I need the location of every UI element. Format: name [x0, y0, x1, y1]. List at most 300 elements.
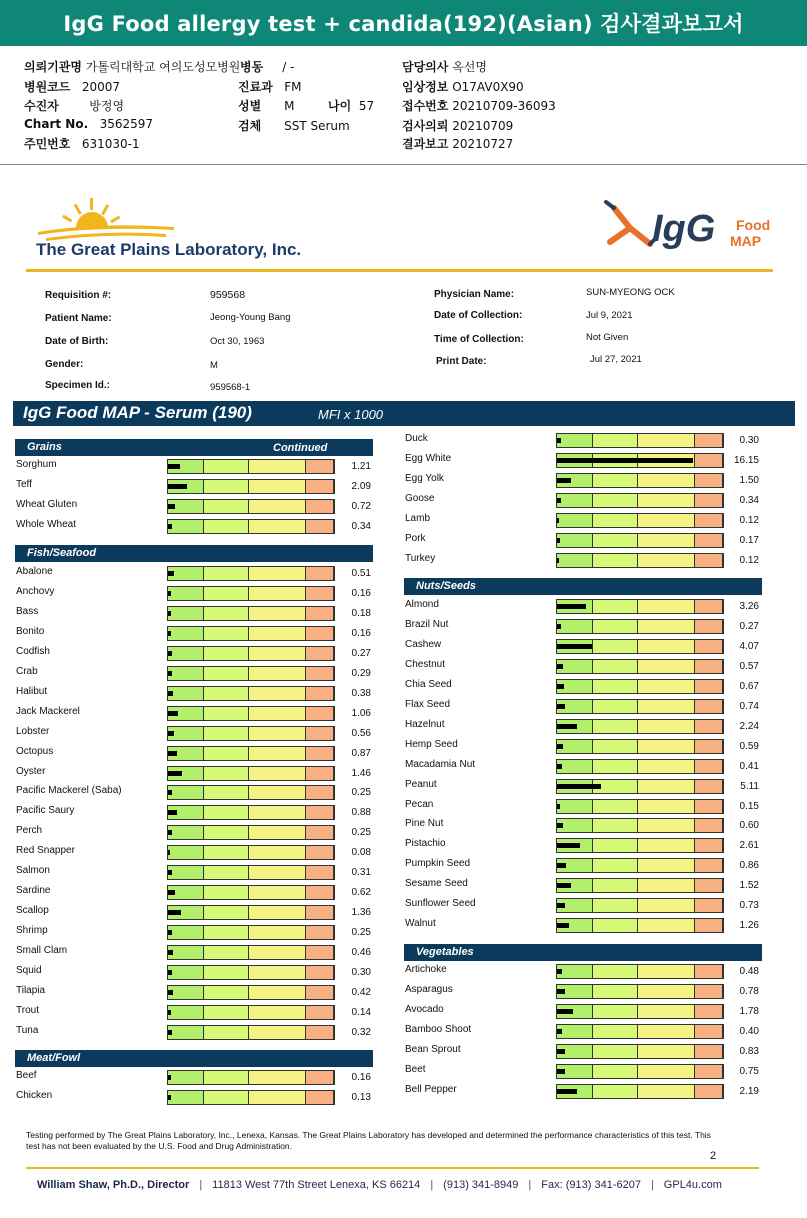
bar-zone-s3	[249, 747, 306, 760]
result-row-tilapia	[16, 983, 380, 1003]
field-institution: 의뢰기관명 가톨릭대학교 여의도성모병원	[24, 60, 241, 74]
bar-zone-s3	[249, 826, 306, 839]
food-name: Brazil Nut	[405, 618, 449, 630]
result-row-salmon	[16, 863, 380, 883]
bar-zone-s1	[557, 434, 593, 447]
result-fill	[168, 591, 171, 596]
result-row-cashew	[405, 637, 768, 657]
bar-zone-s2	[204, 986, 249, 999]
bar-zone-s3	[638, 600, 695, 613]
result-row-pine-nut	[405, 816, 768, 836]
bar-zone-s3	[249, 500, 306, 513]
result-bar	[556, 473, 724, 488]
result-row-sunflower-seed	[405, 896, 768, 916]
bar-zone-s2	[593, 919, 638, 932]
bar-zone-s1	[168, 926, 204, 939]
bar-zone-s3	[249, 520, 306, 533]
food-name: Chestnut	[405, 658, 446, 670]
result-value: 0.74	[739, 700, 759, 712]
result-value: 1.26	[739, 920, 759, 932]
bar-zone-s2	[204, 567, 249, 580]
bar-zone-s3	[638, 780, 695, 793]
food-name: Cashew	[405, 638, 442, 650]
result-value: 0.29	[351, 667, 371, 679]
food-name: Hazelnut	[405, 718, 445, 730]
bar-zone-s2	[593, 1065, 638, 1078]
result-row-asparagus	[405, 982, 768, 1002]
bar-zone-s2	[204, 647, 249, 660]
food-name: Almond	[405, 599, 439, 610]
result-value: 0.42	[351, 986, 371, 998]
bar-zone-s4	[306, 1006, 334, 1019]
result-row-beet	[405, 1062, 768, 1082]
food-name: Pacific Mackerel (Saba)	[16, 785, 122, 797]
result-fill	[557, 1069, 565, 1074]
bar-zone-s3	[638, 1005, 695, 1018]
bar-zone-s2	[204, 906, 249, 919]
food-name: Bean Sprout	[405, 1043, 461, 1055]
bar-zone-s3	[249, 1026, 306, 1039]
result-row-pacific-mackerel-saba	[16, 783, 380, 803]
food-name: Anchovy	[16, 585, 55, 597]
food-name: Egg Yolk	[405, 472, 444, 484]
result-fill	[168, 671, 172, 676]
result-value: 0.34	[739, 494, 759, 506]
result-value: 0.88	[351, 807, 371, 819]
footer-director: William Shaw, Ph.D., Director	[37, 1179, 190, 1191]
result-fill	[168, 504, 175, 509]
bar-zone-s3	[249, 647, 306, 660]
bar-zone-s2	[593, 740, 638, 753]
result-fill	[557, 558, 559, 563]
result-row-bean-sprout	[405, 1042, 768, 1062]
result-value: 0.16	[351, 587, 371, 599]
bar-zone-s2	[593, 434, 638, 447]
bar-zone-s1	[168, 986, 204, 999]
section-header-grains	[15, 439, 373, 456]
result-bar	[167, 1025, 335, 1040]
field-clinical-info: 임상정보 O17AV0X90	[402, 80, 524, 94]
page-number: 2	[710, 1150, 717, 1162]
footer-gold-line	[26, 1167, 759, 1169]
bar-zone-s2	[204, 1091, 249, 1104]
bar-zone-s3	[638, 1085, 695, 1098]
field-patient: 수진자 방정영	[24, 99, 125, 113]
result-value: 1.36	[351, 907, 371, 919]
field-accession-no: 접수번호 20210709-36093	[402, 99, 556, 113]
result-fill	[557, 764, 562, 769]
result-row-sesame-seed	[405, 876, 768, 896]
bar-zone-s4	[306, 866, 334, 879]
result-value: 0.67	[739, 680, 759, 692]
result-fill	[168, 910, 181, 915]
bar-zone-s4	[306, 647, 334, 660]
bar-zone-s1	[168, 520, 204, 533]
result-row-bonito	[16, 624, 380, 644]
dob-value: Oct 30, 1963	[210, 336, 265, 347]
food-name: Bell Pepper	[405, 1083, 457, 1095]
bar-zone-s2	[593, 879, 638, 892]
food-name: Duck	[405, 433, 428, 444]
result-bar	[167, 845, 335, 860]
result-row-octopus	[16, 744, 380, 764]
bar-zone-s4	[306, 826, 334, 839]
result-row-chia-seed	[405, 677, 768, 697]
result-bar	[556, 984, 724, 999]
result-fill	[557, 664, 563, 669]
bar-zone-s4	[306, 1071, 334, 1084]
bar-zone-s3	[638, 879, 695, 892]
result-fill	[557, 823, 563, 828]
result-fill	[557, 704, 565, 709]
bar-zone-s2	[204, 846, 249, 859]
result-fill	[557, 843, 580, 848]
bar-zone-s2	[593, 640, 638, 653]
bar-zone-s3	[249, 966, 306, 979]
bar-zone-s3	[638, 720, 695, 733]
result-fill	[168, 631, 171, 636]
bar-zone-s2	[204, 707, 249, 720]
bar-zone-s3	[249, 886, 306, 899]
food-name: Sorghum	[16, 459, 57, 470]
bar-zone-s3	[638, 700, 695, 713]
bar-zone-s2	[204, 460, 249, 473]
result-value: 0.15	[739, 800, 759, 812]
food-name: Oyster	[16, 765, 46, 777]
bar-zone-s3	[249, 667, 306, 680]
result-value: 0.30	[739, 435, 759, 446]
food-name: Peanut	[405, 778, 437, 790]
bar-zone-s3	[249, 1091, 306, 1104]
result-row-beef	[16, 1068, 380, 1088]
result-value: 0.51	[351, 568, 371, 579]
gender-value: M	[210, 360, 218, 371]
bar-zone-s1	[168, 1026, 204, 1039]
physician-value: SUN-MYEONG OCK	[586, 287, 675, 298]
result-row-scallop	[16, 903, 380, 923]
bar-zone-s1	[168, 966, 204, 979]
result-fill	[557, 1009, 573, 1014]
footer-web[interactable]: GPL4u.com	[663, 1179, 722, 1191]
section-title: Vegetables	[416, 946, 474, 958]
report-title: IgG Food allergy test + candida(192)(Asian) 검사결과보고서	[0, 0, 807, 46]
result-row-bell-pepper	[405, 1082, 768, 1102]
footer-fax: Fax: (913) 341-6207	[541, 1179, 641, 1191]
bar-zone-s2	[593, 1085, 638, 1098]
food-name: Crab	[16, 665, 38, 677]
result-row-small-clam	[16, 943, 380, 963]
result-bar	[167, 726, 335, 741]
result-value: 0.59	[739, 740, 759, 752]
bar-zone-s4	[306, 627, 334, 640]
panel-title-bar	[13, 401, 795, 426]
food-name: Small Clam	[16, 945, 68, 957]
field-specimen: 검체 SST Serum	[238, 119, 350, 133]
food-name: Goose	[405, 492, 435, 504]
bar-zone-s3	[249, 946, 306, 959]
result-fill	[557, 863, 566, 868]
result-fill	[557, 923, 569, 928]
result-value: 0.60	[739, 820, 759, 832]
result-fill	[168, 1075, 171, 1080]
bar-zone-s1	[168, 826, 204, 839]
bar-zone-s3	[249, 607, 306, 620]
collection-date-label: Date of Collection:	[434, 310, 523, 321]
bar-zone-s2	[593, 474, 638, 487]
bar-zone-s4	[306, 966, 334, 979]
result-bar	[167, 686, 335, 701]
bar-zone-s2	[204, 886, 249, 899]
bar-zone-s4	[306, 567, 334, 580]
sun-logo-icon	[36, 196, 176, 242]
result-bar	[167, 985, 335, 1000]
result-value: 5.11	[740, 780, 759, 792]
result-row-artichoke	[405, 962, 768, 982]
bar-zone-s3	[638, 534, 695, 547]
result-value: 0.41	[739, 760, 759, 772]
result-row-perch	[16, 823, 380, 843]
bar-zone-s3	[638, 760, 695, 773]
food-name: Asparagus	[405, 983, 453, 995]
header-divider	[0, 164, 807, 165]
bar-zone-s2	[593, 899, 638, 912]
bar-zone-s1	[168, 627, 204, 640]
result-fill	[168, 1010, 171, 1015]
result-bar	[556, 619, 724, 634]
result-bar	[167, 479, 335, 494]
result-value: 0.25	[351, 787, 371, 799]
result-value: 2.19	[739, 1085, 759, 1097]
bar-zone-s4	[306, 727, 334, 740]
bar-zone-s3	[638, 985, 695, 998]
result-value: 0.87	[351, 747, 371, 759]
food-name: Whole Wheat	[16, 518, 77, 530]
bar-zone-s3	[638, 919, 695, 932]
result-fill	[557, 724, 577, 729]
result-value: 0.73	[739, 900, 759, 912]
bar-zone-s3	[638, 839, 695, 852]
result-value: 0.12	[739, 554, 759, 566]
result-bar	[167, 586, 335, 601]
patient-name-label: Patient Name:	[45, 313, 112, 324]
result-bar	[556, 858, 724, 873]
bar-zone-s2	[204, 926, 249, 939]
bar-zone-s1	[557, 800, 593, 813]
result-fill	[557, 1029, 562, 1034]
food-name: Sesame Seed	[405, 878, 468, 890]
bar-zone-s3	[249, 727, 306, 740]
requisition-value: 959568	[210, 289, 246, 301]
result-fill	[168, 810, 177, 815]
bar-zone-s4	[306, 747, 334, 760]
result-bar	[167, 805, 335, 820]
result-row-goose	[405, 491, 768, 511]
result-fill	[557, 784, 601, 789]
result-value: 1.06	[351, 707, 371, 719]
result-row-abalone	[16, 564, 380, 584]
igg-logo-text: IgG	[652, 208, 716, 250]
result-bar	[556, 818, 724, 833]
result-bar	[167, 1090, 335, 1105]
result-row-pork	[405, 531, 768, 551]
specimen-id-value: 959568-1	[210, 382, 251, 393]
bar-zone-s4	[306, 806, 334, 819]
result-fill	[557, 804, 560, 809]
food-name: Artichoke	[405, 964, 447, 975]
antibody-icon	[600, 198, 660, 250]
result-value: 0.25	[351, 927, 371, 939]
result-fill	[168, 1095, 171, 1100]
food-name: Chicken	[16, 1089, 53, 1101]
result-bar	[167, 925, 335, 940]
result-value: 0.72	[351, 500, 371, 512]
result-row-trout	[16, 1003, 380, 1023]
section-header-fish-seafood	[15, 545, 373, 562]
result-row-egg-white	[405, 451, 768, 471]
result-fill	[168, 751, 177, 756]
bar-zone-s3	[638, 1045, 695, 1058]
result-bar	[167, 626, 335, 641]
food-name: Tuna	[16, 1024, 39, 1036]
food-name: Lamb	[405, 512, 431, 524]
bar-zone-s2	[204, 806, 249, 819]
result-fill	[168, 771, 182, 776]
bar-zone-s2	[593, 1025, 638, 1038]
result-row-peanut	[405, 777, 768, 797]
food-name: Turkey	[405, 552, 436, 564]
bar-zone-s2	[204, 747, 249, 760]
section-header-vegetables	[404, 944, 762, 961]
bar-zone-s3	[638, 680, 695, 693]
section-title: Meat/Fowl	[27, 1052, 81, 1064]
result-value: 0.27	[351, 647, 371, 659]
bar-zone-s1	[557, 534, 593, 547]
result-row-red-snapper	[16, 843, 380, 863]
result-value: 0.83	[739, 1045, 759, 1057]
bar-zone-s1	[557, 514, 593, 527]
bar-zone-s3	[638, 859, 695, 872]
result-row-avocado	[405, 1002, 768, 1022]
result-bar	[556, 639, 724, 654]
field-report-date: 결과보고 20210727	[402, 137, 514, 151]
result-value: 0.57	[739, 660, 759, 672]
result-bar	[556, 1064, 724, 1079]
result-value: 0.14	[351, 1006, 371, 1018]
result-bar	[167, 746, 335, 761]
gender-label: Gender:	[45, 359, 84, 370]
logo-map: MAP	[730, 233, 762, 249]
food-name: Lobster	[16, 725, 50, 737]
result-row-oyster	[16, 764, 380, 784]
panel-unit: MFI x 1000	[318, 407, 384, 422]
result-row-sardine	[16, 883, 380, 903]
food-name: Beef	[16, 1070, 37, 1081]
bar-zone-s4	[306, 587, 334, 600]
food-name: Bamboo Shoot	[405, 1023, 472, 1035]
bar-zone-s2	[593, 1005, 638, 1018]
food-name: Octopus	[16, 745, 54, 757]
result-bar	[556, 553, 724, 568]
result-row-flax-seed	[405, 697, 768, 717]
result-bar	[556, 433, 724, 448]
result-row-tuna	[16, 1023, 380, 1043]
result-fill	[557, 458, 693, 463]
result-fill	[168, 524, 172, 529]
bar-zone-s3	[249, 687, 306, 700]
result-value: 0.31	[351, 867, 371, 879]
bar-zone-s2	[593, 760, 638, 773]
bar-zone-s1	[168, 1071, 204, 1084]
result-fill	[168, 611, 171, 616]
result-row-anchovy	[16, 584, 380, 604]
bar-zone-s2	[593, 819, 638, 832]
result-bar	[556, 1024, 724, 1039]
result-row-hemp-seed	[405, 737, 768, 757]
bar-zone-s2	[204, 946, 249, 959]
result-bar	[167, 1005, 335, 1020]
result-row-lamb	[405, 511, 768, 531]
bar-zone-s2	[204, 1026, 249, 1039]
section-title: Grains	[27, 441, 62, 453]
result-row-lobster	[16, 724, 380, 744]
bar-zone-s3	[638, 899, 695, 912]
bar-zone-s3	[249, 986, 306, 999]
bar-zone-s1	[557, 620, 593, 633]
collection-time-value: Not Given	[586, 332, 629, 343]
result-fill	[168, 464, 180, 469]
result-fill	[557, 624, 561, 629]
footer-address: 11813 West 77th Street Lenexa, KS 66214	[212, 1179, 421, 1191]
food-name: Avocado	[405, 1003, 444, 1015]
result-bar	[556, 513, 724, 528]
result-row-wheat-gluten	[16, 497, 380, 517]
result-fill	[168, 890, 175, 895]
food-name: Squid	[16, 965, 42, 976]
bar-zone-s2	[204, 866, 249, 879]
result-fill	[168, 711, 178, 716]
food-name: Pumpkin Seed	[405, 858, 471, 870]
bar-zone-s4	[306, 986, 334, 999]
result-bar	[556, 759, 724, 774]
bar-zone-s3	[638, 1025, 695, 1038]
bar-zone-s1	[168, 1091, 204, 1104]
result-bar	[556, 493, 724, 508]
result-row-duck	[405, 431, 768, 451]
bar-zone-s2	[204, 627, 249, 640]
result-value: 4.07	[739, 640, 759, 652]
physician-label: Physician Name:	[434, 289, 515, 300]
result-row-brazil-nut	[405, 617, 768, 637]
result-row-jack-mackerel	[16, 704, 380, 724]
bar-zone-s2	[593, 839, 638, 852]
footer-phone: (913) 341-8949	[443, 1179, 519, 1191]
result-bar	[167, 519, 335, 534]
result-row-sorghum	[16, 457, 380, 477]
result-value: 0.46	[351, 947, 371, 959]
result-fill	[168, 790, 172, 795]
result-fill	[168, 1030, 172, 1035]
bar-zone-s1	[168, 607, 204, 620]
food-name: Bass	[16, 605, 39, 617]
result-fill	[168, 850, 170, 855]
result-bar	[167, 865, 335, 880]
food-name: Tilapia	[16, 984, 46, 996]
result-bar	[556, 898, 724, 913]
food-name: Scallop	[16, 905, 49, 917]
bar-zone-s3	[249, 926, 306, 939]
bar-zone-s3	[638, 965, 695, 978]
result-fill	[557, 1049, 565, 1054]
